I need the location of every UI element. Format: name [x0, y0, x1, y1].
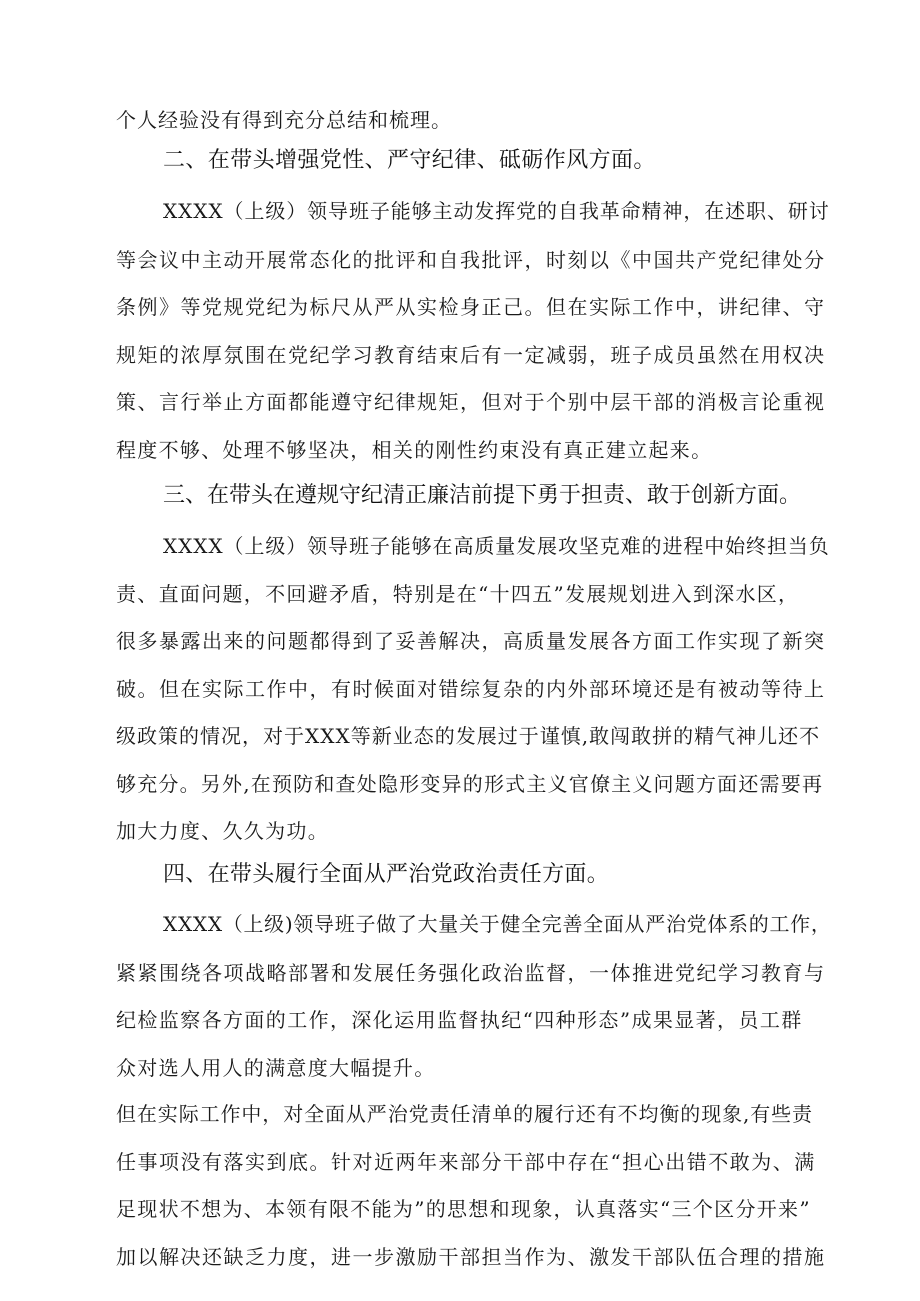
line-text: 但在实际工作中，对全面从严治党责任清单的履行还有不均衡的现象,有些责	[116, 1102, 813, 1126]
line-text: 级政策的情况，对于XXX等新业态的发展过于谨慎,敢闯敢拼的精气神儿还不	[116, 724, 821, 748]
line-text: 策、言行举止方面都能遵守纪律规矩，但对于个别中层干部的消极言论重视	[116, 390, 826, 414]
line-text: 个人经验没有得到充分总结和梳理。	[116, 108, 452, 132]
line-text: 任事项没有落实到底。针对近两年来部分干部中存在“担心出错不敢为、满	[116, 1150, 816, 1174]
line-text: 等会议中主动开展常态化的批评和自我批评，时刻以《中国共产党纪律处分	[116, 248, 826, 272]
line-text: 破。但在实际工作中，有时候面对错综复杂的内外部环境还是有被动等待上	[116, 677, 826, 701]
line-text: 很多暴露出来的问题都得到了妥善解决，高质量发展各方面工作实现了新突	[116, 629, 826, 653]
heading-text: 二、在带头增强党性、严守纪律、砥砺作风方面。	[163, 148, 656, 173]
line-text: 够充分。另外,在预防和查处隐形变异的形式主义官僚主义问题方面还需要再	[116, 772, 824, 796]
heading-text: 三、在带头在遵规守纪清正廉洁前提下勇于担责、敢于创新方面。	[163, 483, 802, 508]
heading-text: 四、在带头履行全面从严治党政治责任方面。	[163, 862, 610, 887]
line-text: 足现状不想为、本领有限不能为”的思想和现象，认真落实“三个区分开来”	[116, 1197, 811, 1221]
line-text: 加以解决还缺乏力度，进一步激励干部担当作为、激发干部队伍合理的措施	[116, 1245, 826, 1269]
line-text: 条例》等党规党纪为标尺从严从实检身正己。但在实际工作中，讲纪律、守	[116, 295, 826, 319]
line-text: 加大力度、久久为功。	[116, 819, 329, 843]
line-text: XXXX（上级）领导班子能够在高质量发展攻坚克难的进程中始终担当负	[163, 534, 830, 558]
line-text: 规矩的浓厚氛围在党纪学习教育结束后有一定减弱，班子成员虽然在用权决	[116, 343, 826, 367]
line-text: 紧紧围绕各项战略部署和发展任务强化政治监督，一体推进党纪学习教育与	[116, 961, 826, 985]
line-text: 众对选人用人的满意度大幅提升。	[116, 1056, 436, 1080]
line-text: XXXX（上级)领导班子做了大量关于健全完善全面从严治党体系的工作，	[163, 912, 832, 936]
line-text: XXXX（上级）领导班子能够主动发挥党的自我革命精神，在述职、研讨	[163, 199, 830, 223]
line-text: 纪检监察各方面的工作，深化运用监督执纪“四种形态”成果显著，员工群	[116, 1008, 803, 1032]
line-text: 责、直面问题，不回避矛盾，特别是在“十四五”发展规划进入到深水区，	[116, 582, 800, 606]
line-text: 程度不够、处理不够坚决，相关的刚性约束没有真正建立起来。	[116, 438, 713, 462]
